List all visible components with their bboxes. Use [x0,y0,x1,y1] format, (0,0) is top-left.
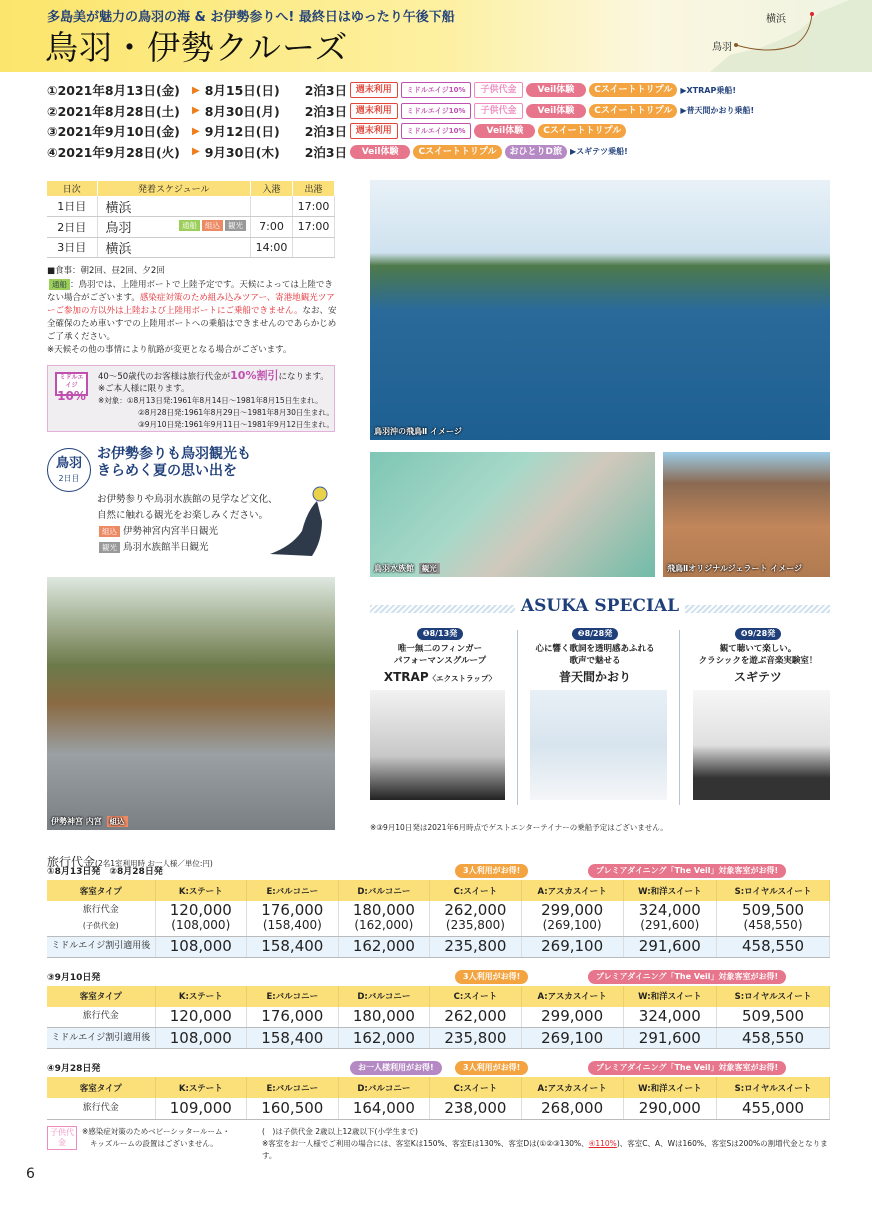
price-cell: 120,000 [155,1007,247,1028]
column-header: S:ロイヤルスイート [717,986,830,1007]
row-label: 旅行代金 [47,1098,155,1119]
table-label: ④9月28日発 [47,1064,101,1074]
end-date: 8月30日(月) [204,103,280,119]
foot-line: ※客室をお一人様でご利用の場合には、客室Kは150%、客室Eは130%、客室Dは(①②③130%、 [262,1138,589,1148]
target-3: ③9月10日発:1961年9月11日〜1981年9月12日生まれ。 [138,420,334,429]
toba-body [97,492,287,556]
desc-line: 歌声で魅せる [569,656,621,666]
day-cell: 1日目 [47,196,97,217]
sugitetsu-photo [693,690,830,800]
subtitle: 多島美が魅力の鳥羽の海 & お伊勢参りへ! 最終日はゆったり午後下船 [47,10,455,25]
price-row [47,1007,830,1028]
departure-row [47,142,754,163]
column-header: E:バルコニー [247,1077,339,1098]
tag: 観光 [225,220,246,231]
departure-list [47,80,754,162]
asuka-special-title [370,596,830,620]
end-date: 9月12日(日) [204,124,280,140]
tour-item: 伊勢神宮内宮半日観光 [123,526,219,537]
middle-age-limit: ※ご本人様に限ります。 [98,384,190,394]
desc-line: 観て聴いて楽しい。 [719,644,797,654]
price-cell: 108,000 [155,936,247,957]
tender-note: ：鳥羽では、上陸用ボートで上陸予定です。天候によっては上陸できない場合がございます。 [47,280,333,303]
price-cell: 291,600 [623,936,716,957]
price-cell: 455,000 [717,1098,830,1119]
divider [679,630,680,805]
place-name: 鳥羽 [105,221,132,237]
price-cell: 108,000 [155,1028,247,1049]
header-row [47,1077,830,1098]
place-cell [97,196,251,217]
column-header: D:バルコニー [338,880,430,901]
page-number: 6 [26,1166,35,1182]
tender-tag: 通船 [49,279,70,290]
plan-tag: Cスイートトリプル [589,83,677,97]
arrow-icon: ▶ [192,125,200,137]
photo-caption: 飛鳥Ⅱオリジナルジェラート イメージ [667,564,803,573]
meals-note: ■食事：朝2回、昼2回、夕2回 [47,266,165,276]
caption-tag: 観光 [419,563,440,574]
solo-bubble: お一人様利用がお得! [350,1061,442,1075]
caption-tag: 組込 [107,816,128,827]
place-cell [97,237,251,258]
price-cell: 299,000 [521,1007,623,1028]
sea-lion-icon [262,486,332,561]
triple-bubble: 3人利用がお得! [455,970,528,984]
row-label: 旅行代金 [47,1007,155,1028]
day-cell: 2日目 [47,217,97,238]
start-date: ④2021年9月28日(火) [47,144,180,160]
price-cell: 120,000 (108,000) [155,901,247,936]
place-cell [97,217,251,238]
price-block [47,866,830,958]
date-pill: ❶8/13発 [417,628,463,640]
column-header: D:バルコニー [338,1077,430,1098]
price-cell: 238,000 [430,1098,522,1119]
toba-heading [97,446,251,480]
map-label-yokohama: 横浜 [766,14,786,25]
tour-tag: 観光 [99,542,120,553]
kids-price: (108,000) [171,918,231,933]
guest-note: ▶スギテツ乗船! [570,147,628,157]
duration: 2泊3日 [304,103,348,119]
price-cell: 176,000 (158,400) [247,901,339,936]
circle-label: 鳥羽 [55,456,82,471]
price-cell: 180,000 [338,1007,430,1028]
column-header: E:バルコニー [247,986,339,1007]
desc-line: 唯一無二のフィンガー [397,644,483,654]
desc-line: 心に響く歌詞を透明感あふれる [535,644,655,654]
desc-line: パフォーマンスグループ [393,656,487,666]
badge-top: ミドルエイジ [59,374,84,389]
price-cell: 290,000 [623,1098,716,1119]
column-header: 客室タイプ [47,880,155,901]
departure-time [293,237,335,258]
column-header: C:スイート [430,986,522,1007]
departure-row [47,121,754,142]
price-block [47,972,830,1050]
veil-bubble: プレミアダイニング「The Veil」対象客室がお得! [588,1061,786,1075]
caption-text: 伊勢神宮 内宮 [51,817,102,826]
tag: 通船 [179,220,200,231]
price-title-sub: (2名1室利用時 お一人様／単位:円) [95,859,213,868]
plan-tag: ミドルエイジ10% [401,123,472,139]
price-cell: 176,000 [247,1007,339,1028]
row-label: ミドルエイジ割引適用後 [47,1028,155,1049]
map-label-toba: 鳥羽 [712,42,732,53]
notes [47,265,337,357]
price-row [47,901,830,936]
kids-price: (458,550) [743,918,803,933]
price-cell: 235,800 [430,936,522,957]
arrival-time [251,196,293,217]
plan-tag: 週末利用 [350,82,398,98]
price-title-text: 旅行代金 [47,855,96,869]
price-cell: 262,000 (235,800) [430,901,522,936]
plan-tag: Veil体験 [526,83,587,97]
column-header: E:バルコニー [247,880,339,901]
kids-price: (162,000) [354,918,414,933]
tender-note-2: なお、安全確保のため車いすでの上陸用ボートへの乗船はできませんのであらかじめご了承ください。 [47,306,337,342]
schedule-row [47,237,335,258]
price-cell: 158,400 [247,936,339,957]
guest-note: ▶普天間かおり乗船! [680,106,755,116]
header-row [47,880,830,901]
tour-item: 鳥羽水族館半日観光 [123,542,209,553]
heading-line-1: お伊勢参りも鳥羽観光も [97,446,251,462]
place-name: 横浜 [105,200,132,216]
discount-highlight: 10%割引 [230,369,279,382]
price-cell: 324,000 (291,600) [623,901,716,936]
circle-sub: 2日目 [58,474,80,483]
price-row [47,1098,830,1119]
schedule-row [47,217,335,238]
price-cell: 162,000 [338,936,430,957]
futenma-photo [530,690,667,800]
guest-note: ▶XTRAP乗船! [680,85,736,95]
foot-highlight: ④110% [588,1138,617,1148]
column-header: S:ロイヤルスイート [717,880,830,901]
day-cell: 3日目 [47,237,97,258]
special-item [520,628,670,685]
kids-price-badge: 子供代金 [47,1126,77,1150]
column-header: 出港 [293,181,335,196]
price-cell: 158,400 [247,1028,339,1049]
price-cell: 458,550 [717,1028,830,1049]
divider [517,630,518,805]
kids-price: (235,800) [445,918,505,933]
date-pill: ❹9/28発 [735,628,781,640]
column-header: 日次 [47,181,97,196]
date-pill: ❷8/28発 [572,628,618,640]
ship-photo [370,180,830,440]
veil-bubble: プレミアダイニング「The Veil」対象客室がお得! [588,864,786,878]
ise-shrine-photo [47,577,335,830]
veil-bubble: プレミアダイニング「The Veil」対象客室がお得! [588,970,786,984]
departure-time: 17:00 [293,196,335,217]
plan-tag: Veil体験 [474,124,535,138]
special-footnote: ※③9月10日発は2021年6月時点でゲストエンターテイナーの乗船予定はございません。 [370,823,668,832]
aquarium-photo [370,452,655,577]
foot-line: ( )は子供代金 2歳以上12歳以下(小学生まで) [262,1126,418,1136]
performer-name: 普天間かおり [558,670,631,684]
middle-age-badge [55,372,88,403]
middle-age-text-end: になります。 [278,372,329,382]
tag-group [177,217,246,232]
departure-time: 17:00 [293,217,335,238]
arrow-icon: ▶ [192,146,200,158]
price-tables [47,866,830,1120]
xtrap-photo [370,690,505,800]
column-header: K:ステート [155,880,247,901]
plan-tag: ミドルエイジ10% [401,82,472,98]
price-cell: 269,100 [521,1028,623,1049]
special-item [683,628,833,685]
performer-name: スギテツ [734,670,782,684]
price-block [47,1063,830,1120]
gelato-photo [663,452,830,577]
foot-line: ※感染症対策のためベビーシッタールーム・ [82,1126,231,1136]
weather-note: ※天候その他の事情により航路が変更となる場合がございます。 [47,345,292,355]
tender-warning: 感染症対策のため組み込みツアー、寄港地観光ツアーご参加の方以外は上陸および上陸用ボートにご乗船できません。 [47,293,335,316]
triple-bubble: 3人利用がお得! [455,864,528,878]
row-label: 旅行代金 (子供代金) [47,901,155,936]
day-circle [47,448,91,492]
place-name: 横浜 [105,241,132,257]
plan-tag: 週末利用 [350,123,398,139]
schedule-table [47,181,335,258]
column-header: A:アスカスイート [521,986,623,1007]
column-header: C:スイート [430,1077,522,1098]
foot-line: )、客室C、A、Wは160%、客室Sは200%の割増代金となります。 [262,1138,828,1160]
plan-tag: Cスイートトリプル [589,104,677,118]
price-cell: 509,500 (458,550) [717,901,830,936]
start-date: ②2021年8月28日(土) [47,103,180,119]
column-header: D:バルコニー [338,986,430,1007]
arrow-icon: ▶ [192,84,200,96]
table-label: ③9月10日発 [47,972,101,983]
column-header: 客室タイプ [47,1077,155,1098]
duration: 2泊3日 [304,83,348,99]
column-header: A:アスカスイート [521,880,623,901]
plan-tag: おひとりD旅 [505,145,567,159]
price-footer [47,1126,830,1162]
column-header: W:和洋スイート [623,1077,716,1098]
arrow-icon: ▶ [192,105,200,117]
price-table [47,880,830,958]
arrival-time: 7:00 [251,217,293,238]
middle-age-text: 40〜50歳代のお客様は旅行代金が [98,372,231,382]
desc-line: クラシックを遊ぶ音楽実験室！ [698,656,818,666]
column-header: S:ロイヤルスイート [717,1077,830,1098]
tag: 組込 [202,220,223,231]
column-header: W:和洋スイート [623,986,716,1007]
price-cell: 235,800 [430,1028,522,1049]
caption-text: 鳥羽水族館 [374,564,414,573]
price-cell: 269,100 [521,936,623,957]
row-label: ミドルエイジ割引適用後 [47,936,155,957]
duration: 2泊3日 [304,124,348,140]
column-header: 入港 [251,181,293,196]
plan-tag: ミドルエイジ10% [401,103,472,119]
plan-tag: Cスイートトリプル [538,124,626,138]
plan-tag: Cスイートトリプル [413,145,501,159]
price-cell: 509,500 [717,1007,830,1028]
start-date: ③2021年9月10日(金) [47,124,180,140]
price-cell: 160,500 [247,1098,339,1119]
column-header: K:ステート [155,1077,247,1098]
page-title: 鳥羽・伊勢クルーズ [45,28,349,67]
price-row [47,1028,830,1049]
arrival-time: 14:00 [251,237,293,258]
price-table [47,986,830,1050]
plan-tag: Veil体験 [350,145,411,159]
departure-row [47,80,754,101]
target-1: ※対象：①8月13日発:1961年8月14日〜1981年8月15日生まれ。 [98,396,323,405]
triple-bubble: 3人利用がお得! [455,1061,528,1075]
column-header: K:ステート [155,986,247,1007]
kids-price: (158,400) [262,918,322,933]
table-label: ①8月13日発 ②8月28日発 [47,867,163,877]
special-title-text: ASUKA SPECIAL [515,596,685,616]
column-header: 発着スケジュール [97,181,251,196]
photo-caption [51,816,128,827]
row-label-sub: (子供代金) [82,921,119,931]
header-row [47,986,830,1007]
kids-room-note [82,1126,262,1162]
badge-main: 10% [57,389,86,403]
middle-age-box [47,365,335,432]
price-cell: 109,000 [155,1098,247,1119]
price-row [47,936,830,957]
departure-row [47,101,754,122]
price-cell: 268,000 [521,1098,623,1119]
schedule-row [47,196,335,217]
route-map-icon [650,0,872,72]
plan-tag: 子供代金 [474,103,522,119]
photo-caption [374,563,440,574]
photo-caption: 鳥羽沖の飛鳥Ⅱ イメージ [374,427,462,436]
body-line-1: お伊勢参りや鳥羽水族館の見学など文化、 [97,494,278,505]
target-2: ②8月28日発:1961年8月29日〜1981年8月30日生まれ。 [138,408,334,417]
price-footnotes [262,1126,830,1162]
plan-tag: Veil体験 [526,104,587,118]
body-line-2: 自然に触れる観光をお楽しみください。 [97,510,269,521]
price-section [47,866,830,1162]
plan-tag: 週末利用 [350,103,398,119]
special-item [365,628,515,686]
column-header: A:アスカスイート [521,1077,623,1098]
foot-line: キッズルームの設置はございません。 [90,1138,218,1148]
column-header: 客室タイプ [47,986,155,1007]
performer-name: XTRAP〈エクストラップ〉 [383,670,497,684]
price-cell: 299,000 (269,100) [521,901,623,936]
tour-tag: 組込 [99,526,120,537]
price-cell: 164,000 [338,1098,430,1119]
price-table [47,1077,830,1120]
performer-sub: 〈エクストラップ〉 [428,674,497,683]
column-header: W:和洋スイート [623,880,716,901]
column-header: C:スイート [430,880,522,901]
plan-tag: 子供代金 [474,82,522,98]
start-date: ①2021年8月13日(金) [47,83,180,99]
end-date: 9月30日(木) [204,144,280,160]
kids-price: (269,100) [542,918,602,933]
price-cell: 324,000 [623,1007,716,1028]
price-cell: 180,000 (162,000) [338,901,430,936]
kids-price: (291,600) [640,918,700,933]
price-cell: 262,000 [430,1007,522,1028]
price-cell: 291,600 [623,1028,716,1049]
duration: 2泊3日 [304,144,348,160]
end-date: 8月15日(日) [204,83,280,99]
heading-line-2: きらめく夏の思い出を [97,463,237,479]
price-cell: 458,550 [717,936,830,957]
price-cell: 162,000 [338,1028,430,1049]
